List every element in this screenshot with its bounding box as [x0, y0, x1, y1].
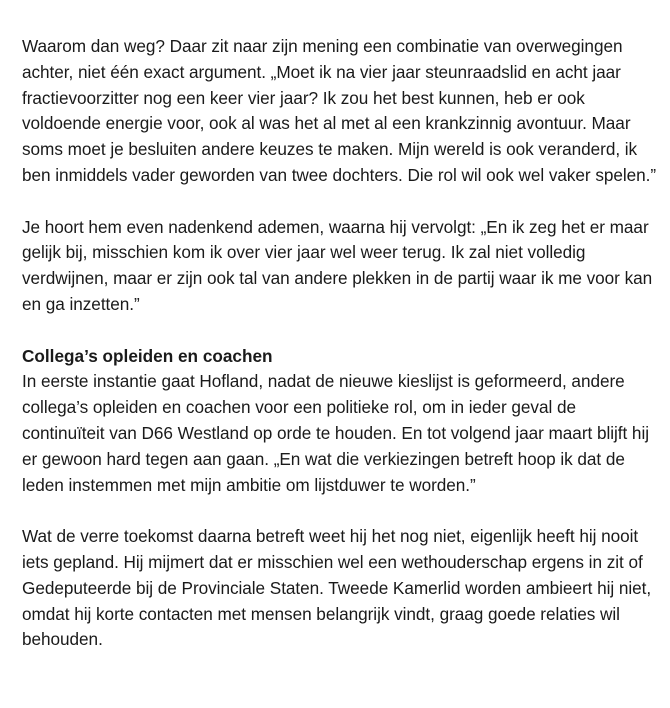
- paragraph-3: In eerste instantie gaat Hofland, nadat de nieuwe kieslijst is geformeerd, andere collega’s opleiden en coachen voor een politieke rol, om in ieder geval de continuïteit van D66 Westland op orde te houden. En tot volgend jaar maart blijft hij er gewoon hard tegen aan gaan. „En wat die verkiezingen betreft hoop ik dat de leden instemmen met mijn ambitie om lijstduwer te worden.”: [22, 371, 649, 495]
- paragraph-2: Je hoort hem even nadenkend ademen, waarna hij vervolgt: „En ik zeg het er maar gelijk bij, misschien kom ik over vier jaar wel weer terug. Ik zal niet volledig verdwijnen, maar er zijn ook tal van andere plekken in de partij waar ik me voor kan en ga inzetten.”: [22, 216, 653, 314]
- paragraph-4: Wat de verre toekomst daarna betreft weet hij het nog niet, eigenlijk heeft hij nooit iets gepland. Hij mijmert dat er misschien wel een wethouderschap ergens in zit of Gedeputeerde bij de Provinciale Staten. Tweede Kamerlid worden ambieert hij niet, omdat hij korte contacten met mensen belangrijk vindt, graag goede relaties wil behouden.: [22, 526, 652, 650]
- paragraph-spacer: [22, 318, 660, 344]
- section-heading: Collega’s opleiden en coachen: [22, 345, 273, 366]
- paragraph-spacer: [22, 189, 660, 215]
- paragraph-1: Waarom dan weg? Daar zit naar zijn mening een combinatie van overwegingen achter, niet één exact argument. „Moet ik na vier jaar steunraadslid en acht jaar fractievoorzitter nog een keer vier jaar? Ik zou het best kunnen, heb er ook voldoende energie voor, ook al was het al met al een krankzinnig avontuur. Maar soms moet je besluiten andere keuzes te maken. Mijn wereld is ook veranderd, ik ben inmiddels vader geworden van twee dochters. Die rol wil ook wel vaker spelen.”: [22, 36, 657, 185]
- paragraph-spacer: [22, 498, 660, 524]
